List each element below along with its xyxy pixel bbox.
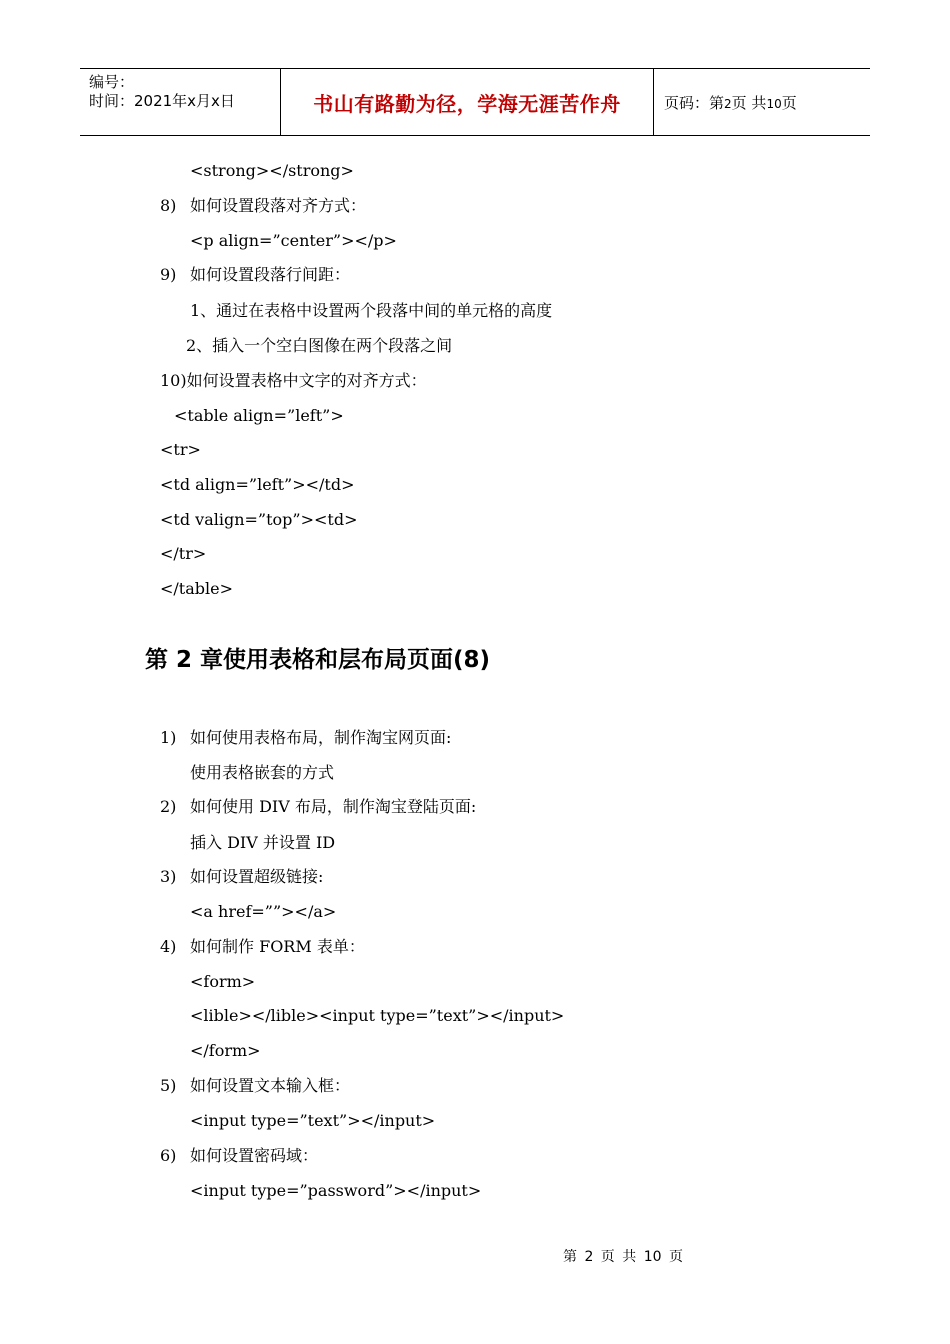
page-mid: 页 共 [731,93,767,112]
answer-text: 2、插入一个空白图像在两个段落之间 [186,336,453,355]
page-suffix: 页 [781,93,797,112]
code-line: <a href=””></a> [190,902,337,921]
answer-text: 1、通过在表格中设置两个段落中间的单元格的高度 [190,301,553,320]
page-footer: 第 2 页 共 10 页 [563,1249,683,1265]
item-number: 9) [160,265,177,284]
header-page-indicator [664,92,797,113]
serial-label: 编号： [89,73,135,91]
code-line: </form> [190,1041,261,1060]
item-number: 4) [160,937,177,956]
code-line: <strong></strong> [190,161,354,180]
item-number: 8) [160,196,177,215]
answer-text: 插入 DIV 并设置 ID [190,833,336,852]
question-text: 如何设置文本输入框： [190,1076,351,1095]
question-text: 如何使用表格布局，制作淘宝网页面: [190,728,452,747]
page-current: 2 [724,96,732,111]
page-header [80,68,870,136]
code-line: </table> [160,579,233,598]
question-text: 如何使用 DIV 布局，制作淘宝登陆页面: [190,797,477,816]
date-line: 时间：2021年x月x日 [89,92,235,110]
code-line: <input type=”text”></input> [190,1111,436,1130]
code-line: <tr> [160,440,201,459]
chapter-heading: 第 2 章使用表格和层布局页面(8) [145,647,491,673]
question-text: 如何设置密码域： [190,1146,319,1165]
code-line: <td valign=”top”><td> [160,510,358,529]
item-number: 6) [160,1146,177,1165]
question-text: 10)如何设置表格中文字的对齐方式： [160,371,427,390]
motto-text: 书山有路勤为径，学海无涯苦作舟 [313,91,621,116]
code-line: </tr> [160,544,207,563]
code-line: <td align=”left”></td> [160,475,355,494]
header-meta-cell [80,69,281,135]
question-text: 如何设置段落行间距： [190,265,351,284]
code-line: <table align=”left”> [174,406,344,425]
answer-text: 使用表格嵌套的方式 [190,763,335,782]
page-prefix: 页码：第 [664,93,725,112]
header-motto-cell [281,69,654,135]
question-text: 如何制作 FORM 表单： [190,937,365,956]
question-text: 如何设置超级链接: [190,867,324,886]
item-number: 2) [160,797,177,816]
code-line: <lible></lible><input type=”text”></input> [190,1006,565,1025]
header-pager-cell [654,69,870,135]
code-line: <input type=”password”></input> [190,1181,482,1200]
code-line: <p align=”center”></p> [190,231,397,250]
question-text: 如何设置段落对齐方式： [190,196,367,215]
item-number: 1) [160,728,177,747]
code-line: <form> [190,972,256,991]
item-number: 3) [160,867,177,886]
page-total: 10 [766,96,782,111]
item-number: 5) [160,1076,177,1095]
